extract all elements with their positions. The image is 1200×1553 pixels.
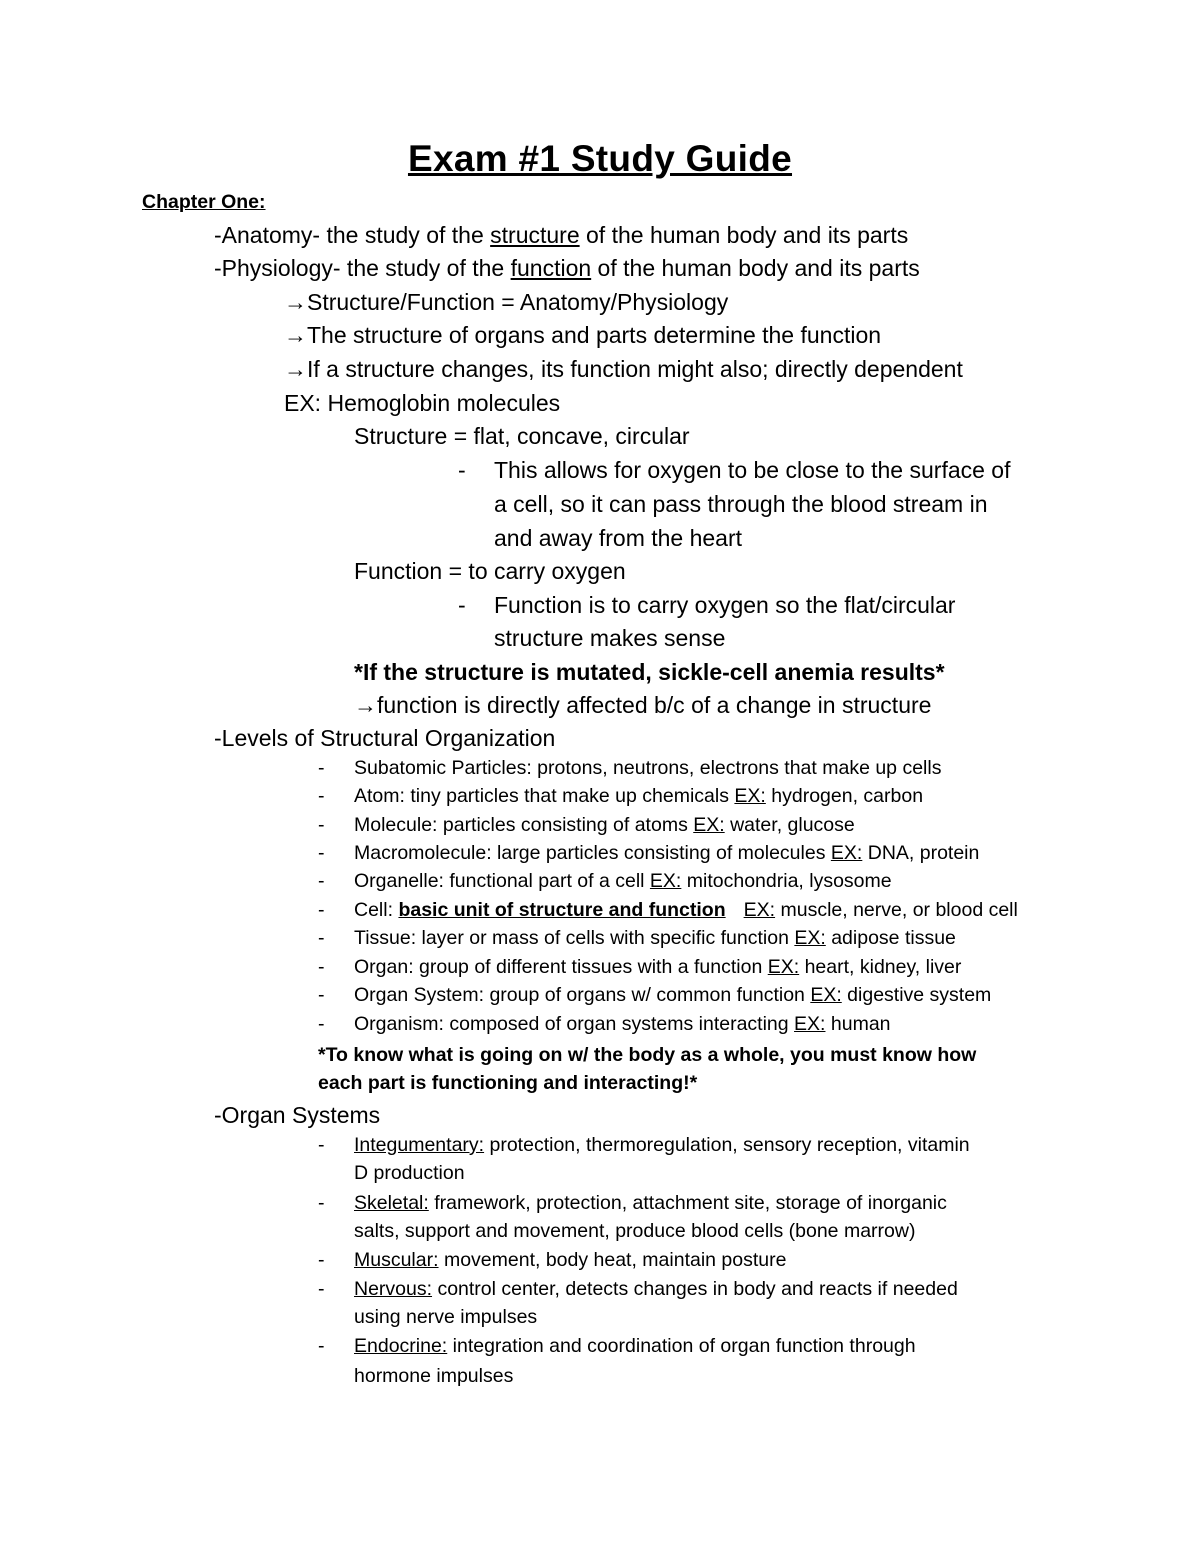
- list-item: [354, 1131, 970, 1159]
- page-title: Exam #1 Study Guide: [407, 138, 793, 179]
- mutation-arrow-line: [354, 689, 931, 722]
- levels-note: *To know what is going on w/ the body as a whole, you must know how: [318, 1044, 977, 1066]
- bullet-dash: -: [318, 899, 325, 921]
- arrow-point: [284, 353, 963, 386]
- ex-label: EX:: [767, 956, 800, 978]
- level-text: Organ: group of different tissues with a function: [354, 956, 768, 978]
- mutation-arrow-text: function is directly affected b/c of a change in structure: [377, 692, 932, 718]
- structure-line: Structure = flat, concave, circular: [354, 423, 690, 449]
- level-example: mitochondria, lysosome: [681, 870, 892, 892]
- bullet-dash: -: [318, 842, 325, 864]
- bullet-dash: -: [318, 1249, 325, 1271]
- ex-label: EX:: [693, 814, 725, 836]
- level-text: Subatomic Particles: protons, neutrons, electrons that make up cells: [354, 757, 942, 779]
- list-item: [354, 981, 991, 1009]
- level-text: Macromolecule: large particles consisting of molecules: [354, 842, 831, 864]
- organ-system-text: control center, detects changes in body and reacts if needed: [432, 1278, 958, 1300]
- level-text: Organelle: functional part of a cell: [354, 870, 650, 892]
- level-text: Organism: composed of organ systems interacting: [354, 1013, 795, 1035]
- structure-detail: and away from the heart: [494, 525, 743, 551]
- bullet-dash: -: [318, 785, 325, 807]
- ex-label: EX:: [743, 899, 776, 921]
- list-item: [354, 839, 979, 867]
- organ-system-name: Skeletal:: [354, 1192, 429, 1214]
- bullet-dash: -: [318, 1335, 325, 1357]
- list-item: [354, 867, 892, 895]
- organ-system-text: movement, body heat, maintain posture: [438, 1249, 787, 1271]
- function-detail: structure makes sense: [494, 625, 726, 651]
- cell-definition: basic unit of structure and function: [398, 899, 726, 921]
- organ-system-text: framework, protection, attachment site, storage of inorganic: [428, 1192, 947, 1214]
- level-text: Atom: tiny particles that make up chemicals: [354, 785, 735, 807]
- anatomy-text: -Anatomy- the study of the: [214, 222, 491, 248]
- list-item: [354, 1189, 947, 1217]
- level-example: hydrogen, carbon: [765, 785, 924, 807]
- organ-system-text: integration and coordination of organ function through: [447, 1335, 916, 1357]
- bullet-dash: -: [318, 927, 325, 949]
- ex-label: EX:: [794, 1013, 826, 1035]
- physiology-text-end: of the human body and its parts: [591, 255, 920, 281]
- mutation-note: *If the structure is mutated, sickle-cell anemia results*: [354, 659, 945, 685]
- list-item: [354, 811, 855, 839]
- ex-label: EX:: [734, 785, 766, 807]
- level-text: Organ System: group of organs w/ common function: [354, 984, 811, 1006]
- list-item: [354, 953, 961, 981]
- arrow-icon: →: [284, 322, 307, 348]
- bullet-dash: -: [318, 1134, 325, 1156]
- ex-label: EX:: [649, 870, 682, 892]
- organ-system-name: Nervous:: [354, 1278, 433, 1300]
- level-example: adipose tissue: [825, 927, 956, 949]
- organ-system-text: protection, thermoregulation, sensory reception, vitamin: [484, 1134, 970, 1156]
- list-item: [354, 1332, 916, 1360]
- chapter-heading: Chapter One:: [142, 191, 266, 213]
- organ-system-name: Endocrine:: [354, 1335, 448, 1357]
- bullet-dash: -: [318, 870, 325, 892]
- list-item-continuation: salts, support and movement, produce blood cells (bone marrow): [354, 1220, 916, 1242]
- anatomy-definition: [214, 219, 908, 252]
- organ-system-name: Muscular:: [354, 1249, 439, 1271]
- bullet-dash: -: [318, 1192, 325, 1214]
- ex-label: EX:: [830, 842, 863, 864]
- list-item: [354, 1275, 958, 1303]
- bullet-dash: -: [318, 984, 325, 1006]
- arrow-point-text: Structure/Function = Anatomy/Physiology: [307, 289, 729, 315]
- bullet-dash: -: [458, 457, 466, 483]
- list-item-continuation: hormone impulses: [354, 1365, 514, 1387]
- physiology-definition: [214, 252, 920, 285]
- bullet-dash: -: [318, 757, 325, 779]
- organ-system-name: Integumentary:: [354, 1134, 485, 1156]
- bullet-dash: -: [318, 814, 325, 836]
- physiology-text: -Physiology- the study of the: [214, 255, 511, 281]
- level-example: muscle, nerve, or blood cell: [775, 899, 1018, 921]
- bullet-dash: -: [458, 592, 466, 618]
- organ-systems-heading: -Organ Systems: [214, 1102, 381, 1128]
- bullet-dash: -: [318, 1013, 325, 1035]
- levels-note: each part is functioning and interacting!*: [318, 1072, 698, 1094]
- arrow-point-text: If a structure changes, its function might also; directly dependent: [307, 356, 963, 382]
- anatomy-text-end: of the human body and its parts: [579, 222, 909, 248]
- example-heading: EX: Hemoglobin molecules: [284, 390, 561, 416]
- list-item: [354, 782, 923, 810]
- list-item: [354, 1246, 786, 1274]
- function-detail: Function is to carry oxygen so the flat/circular: [494, 592, 956, 618]
- list-item: [354, 754, 941, 782]
- level-example: heart, kidney, liver: [799, 956, 962, 978]
- level-example: human: [825, 1013, 891, 1035]
- level-example: digestive system: [841, 984, 992, 1006]
- level-text: Cell:: [354, 899, 399, 921]
- function-line: Function = to carry oxygen: [354, 558, 626, 584]
- list-item: [354, 924, 956, 952]
- structure-detail: This allows for oxygen to be close to the surface of: [494, 457, 1011, 483]
- level-example: water, glucose: [724, 814, 855, 836]
- level-text: Molecule: particles consisting of atoms: [354, 814, 694, 836]
- arrow-point: [284, 319, 881, 352]
- anatomy-term: structure: [490, 222, 580, 248]
- arrow-point: [284, 286, 728, 319]
- ex-label: EX:: [794, 927, 826, 949]
- list-item-continuation: D production: [354, 1162, 465, 1184]
- levels-heading: -Levels of Structural Organization: [214, 725, 556, 751]
- bullet-dash: -: [318, 1278, 325, 1300]
- arrow-icon: →: [284, 356, 307, 382]
- physiology-term: function: [510, 255, 592, 281]
- level-text: Tissue: layer or mass of cells with specific function: [354, 927, 795, 949]
- arrow-icon: →: [284, 289, 307, 315]
- list-item: [354, 896, 1018, 924]
- list-item-continuation: using nerve impulses: [354, 1306, 538, 1328]
- list-item: [354, 1010, 891, 1038]
- arrow-point-text: The structure of organs and parts determine the function: [307, 322, 882, 348]
- level-example: DNA, protein: [862, 842, 980, 864]
- bullet-dash: -: [318, 956, 325, 978]
- arrow-icon: →: [354, 692, 377, 718]
- structure-detail: a cell, so it can pass through the blood stream in: [494, 491, 988, 517]
- ex-label: EX:: [810, 984, 842, 1006]
